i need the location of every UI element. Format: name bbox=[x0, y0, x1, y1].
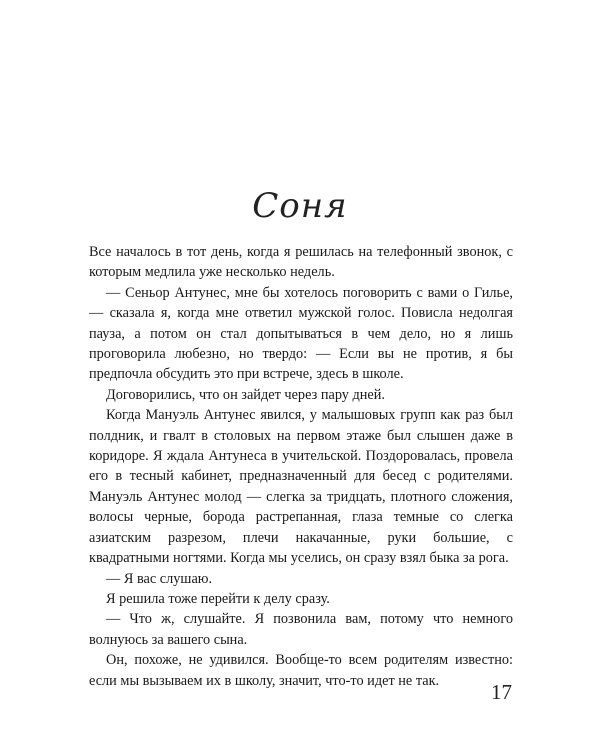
page-number: 17 bbox=[491, 680, 512, 704]
paragraph: Когда Мануэль Антунес явился, у малышовых групп как раз был полдник, и гвалт в столовых на первом этаже был слышен даже в коридоре. Я ждала Антунеса в учительской. Поздоровалась, провела его в тесный кабинет, предназначенный для бесед с родителями. Мануэль Антунес молод — слегка за тридцать, плотного сложения, волосы черные, борода растрепанная, глаза темные со слегка азиатским разрезом, плечи накачанные, руки большие, с квадратными ногтями. Когда мы уселись, он сразу взял быка за рога. bbox=[89, 407, 513, 567]
paragraph: — Что ж, слушайте. Я позвонила вам, потому что немного волнуюсь за вашего сына. bbox=[89, 611, 513, 648]
paragraph: Договорились, что он зайдет через пару дней. bbox=[106, 386, 385, 403]
chapter-body bbox=[89, 242, 513, 691]
paragraph: Я решила тоже перейти к делу сразу. bbox=[106, 590, 330, 607]
paragraph: Он, похоже, не удивился. Вообще-то всем родителям известно: если мы вызываем их в школу, значит, что-то идет не так. bbox=[89, 652, 513, 689]
paragraph: Все началось в тот день, когда я решилась на телефонный звонок, с которым медлила уже несколько недель. bbox=[89, 244, 513, 281]
chapter-title: Соня bbox=[252, 186, 348, 226]
paragraph: — Я вас слушаю. bbox=[106, 570, 213, 587]
paragraph: — Сеньор Антунес, мне бы хотелось поговорить с вами о Гилье, — сказала я, когда мне ответил мужской голос. Повисла недолгая пауза, а потом он стал допытываться в чем дело, но я лишь проговорила любезно, но твердо: — Если вы не против, я бы предпочла обсудить это при встрече, здесь в школе. bbox=[89, 284, 513, 383]
